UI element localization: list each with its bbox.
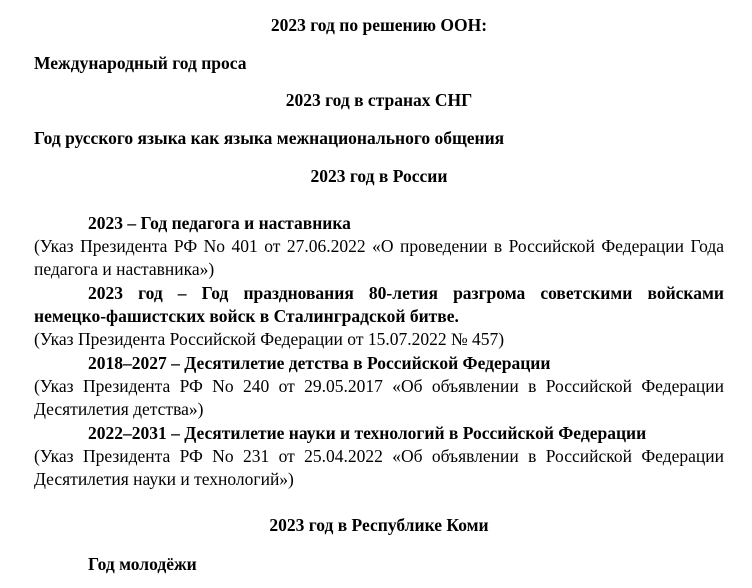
russia-item-4-decree-line-2: Десятилетия науки и технологий»)	[34, 469, 294, 489]
cis-heading: 2023 год в странах СНГ	[285, 90, 473, 110]
russia-item-3-decree-line-2: Десятилетия детства»)	[34, 399, 204, 419]
russia-item-2-title-line-1: 2023 год – Год празднования 80-летия разгрома советскими войсками	[88, 283, 724, 303]
russia-item-1-decree-line-1: (Указ Президента РФ No 401 от 27.06.2022 «О проведении в Российской Федерации Года	[34, 236, 724, 256]
russia-item-1-decree-line-2: педагога и наставника»)	[34, 259, 215, 279]
russia-item-3-title: 2018–2027 – Десятилетие детства в Российской Федерации	[88, 353, 551, 373]
russia-heading: 2023 год в России	[310, 166, 448, 186]
russia-item-2-title-line-2: немецко-фашистских войск в Сталинградской битве.	[34, 306, 459, 326]
komi-year-title: Год молодёжи	[88, 554, 197, 574]
komi-heading: 2023 год в Республике Коми	[269, 515, 489, 535]
russia-item-2-decree-line-1: (Указ Президента Российской Федерации от 15.07.2022 № 457)	[34, 329, 505, 349]
russia-item-3-decree-line-1: (Указ Президента РФ No 240 от 29.05.2017 «Об объявлении в Российской Федерации	[34, 376, 724, 396]
russia-item-4-title: 2022–2031 – Десятилетие науки и технологий в Российской Федерации	[88, 423, 647, 443]
un-year-title: Международный год проса	[34, 53, 247, 73]
un-heading: 2023 год по решению ООН:	[270, 15, 488, 35]
cis-year-title: Год русского языка как языка межнационального общения	[34, 128, 505, 148]
russia-item-4-decree-line-1: (Указ Президента РФ No 231 от 25.04.2022 «Об объявлении в Российской Федерации	[34, 446, 724, 466]
russia-item-1-title: 2023 – Год педагога и наставника	[88, 213, 351, 233]
